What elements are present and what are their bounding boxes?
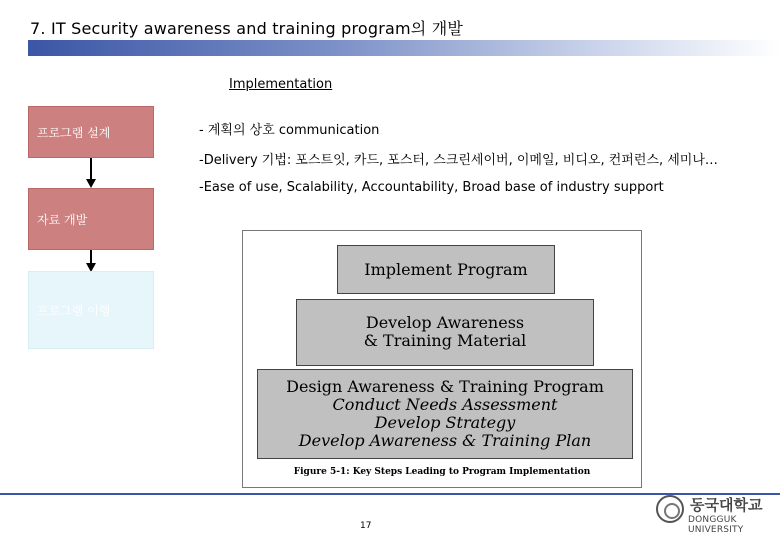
- flow-step-program-design: [28, 106, 154, 158]
- tier-line: Conduct Needs Assessment: [332, 395, 558, 414]
- tier-label: Implement Program: [364, 260, 528, 279]
- tier-develop-material: [296, 299, 594, 366]
- university-seal-icon: [656, 495, 684, 523]
- tier-design-program: [257, 369, 633, 459]
- down-arrow-icon: [86, 158, 96, 188]
- title-gradient-bar: [28, 40, 780, 56]
- down-arrow-icon: [86, 250, 96, 272]
- flow-step-material-development: [28, 188, 154, 250]
- flow-step-label: 프로그램 설계: [37, 125, 111, 140]
- tier-line: Develop Strategy: [374, 413, 516, 432]
- logo-korean-name: 동국대학교: [690, 496, 763, 514]
- bullet-list: [199, 122, 729, 197]
- flow-step-label: 프로그램 이행: [37, 303, 111, 318]
- bullet-item: -Ease of use, Scalability, Accountability, Broad base of industry support: [199, 180, 664, 195]
- bullet-item: - 계획의 상호 communication: [199, 123, 380, 138]
- university-logo: [652, 494, 772, 535]
- tier-line: Develop Awareness & Training Plan: [298, 431, 592, 450]
- tier-label: Develop Awareness: [365, 313, 525, 332]
- pyramid-figure: [242, 230, 642, 488]
- figure-caption: Figure 5-1: Key Steps Leading to Program Implementation: [293, 467, 591, 477]
- page-number: 17: [360, 521, 372, 531]
- bullet-item: -Delivery 기법: 포스트잇, 카드, 포스터, 스크린세이버, 이메일, 비디오, 컨퍼런스, 세미나…: [199, 153, 718, 168]
- section-heading: Implementation: [229, 77, 333, 92]
- logo-english-name: DONGGUK UNIVERSITY: [688, 515, 744, 535]
- flow-step-program-implementation: [28, 271, 154, 349]
- tier-implement-program: [337, 245, 555, 294]
- tier-label: & Training Material: [363, 331, 527, 350]
- tier-heading: Design Awareness & Training Program: [286, 377, 604, 396]
- flow-step-label: 자료 개발: [37, 212, 88, 227]
- slide-title: 7. IT Security awareness and training program의 개발: [30, 19, 464, 38]
